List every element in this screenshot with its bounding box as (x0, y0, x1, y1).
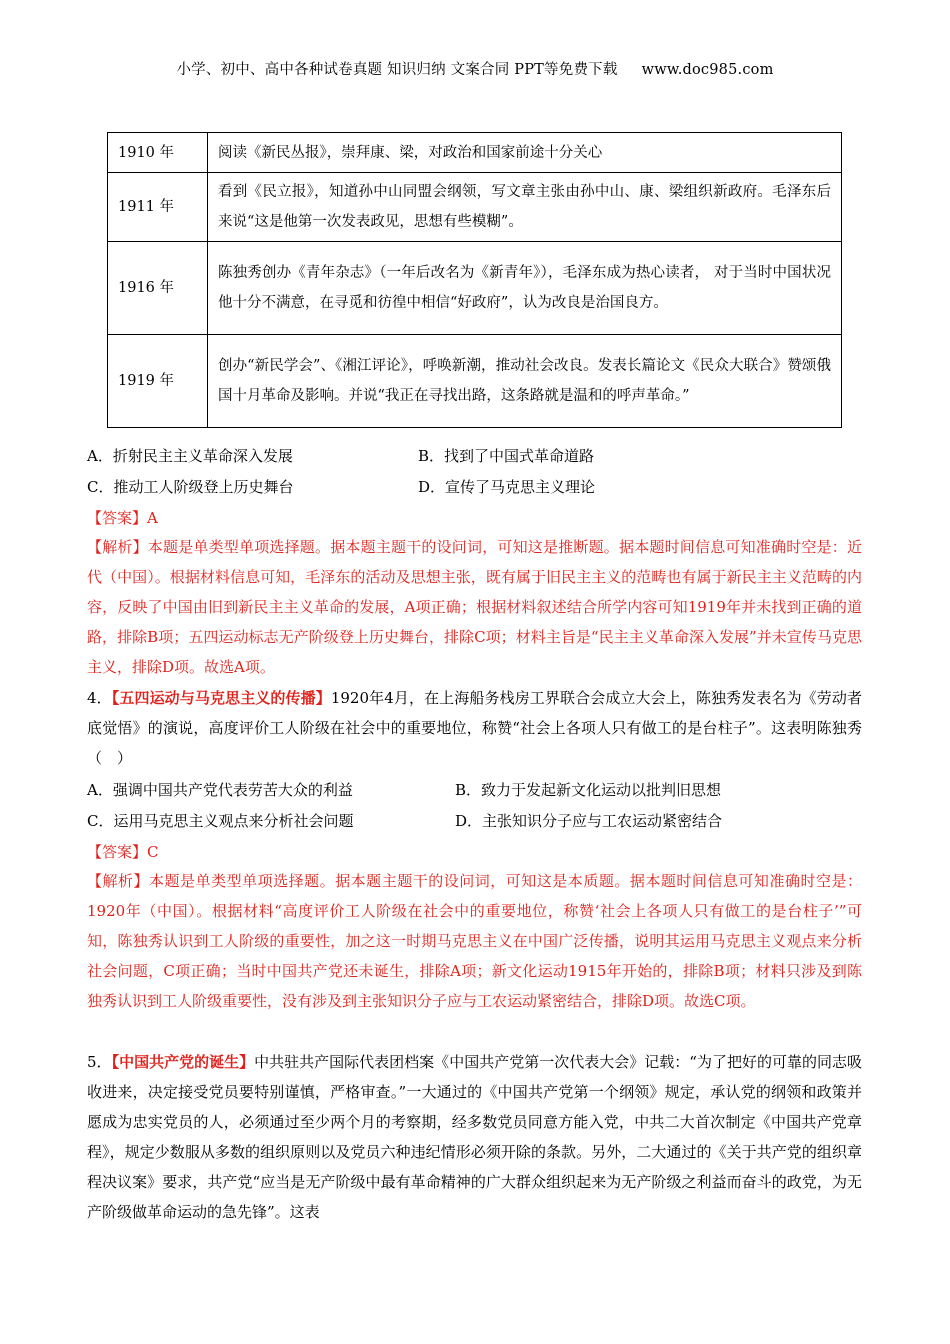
q3-answer: 【答案】A (87, 509, 158, 527)
q4-option-c: C．运用马克思主义观点来分析社会问题 (87, 812, 354, 830)
q5-number: 5． (87, 1053, 112, 1071)
year-cell: 1911 年 (108, 173, 208, 242)
event-cell: 陈独秀创办《青年杂志》（一年后改名为《新青年》），毛泽东成为热心读者， 对于当时中国状况他十分不满意，在寻觅和彷徨中相信“好政府”，认为改良是治国良方。 (208, 242, 842, 335)
q5-stem (87, 1047, 862, 1227)
q3-analysis: 【解析】本题是单类型单项选择题。据本题主题干的设问词，可知这是推断题。据本题时间信息可知准确时空是：近代（中国）。根据材料信息可知，毛泽东的活动及思想主张，既有属于旧民主主义的范畴也有属于新民主主义范畴的内容，反映了中国由旧到新民主主义革命的发展，A项正确；根据材料叙述结合所学内容可知1919年并未找到正确的道路，排除B项；五四运动标志无产阶级登上历史舞台，排除C项；材料主旨是“民主主义革命深入发展”并未宣传马克思主义，排除D项。故选A项。 (87, 538, 862, 676)
event-cell: 阅读《新民丛报》，崇拜康、梁，对政治和国家前途十分关心 (208, 133, 842, 173)
timeline-table (107, 132, 842, 428)
header-text: 小学、初中、高中各种试卷真题 知识归纳 文案合同 PPT等免费下载 (176, 62, 618, 78)
q4-analysis: 【解析】本题是单类型单项选择题。据本题主题干的设问词，可知这是本质题。据本题时间信息可知准确时空是：1920年（中国）。根据材料“高度评价工人阶级在社会中的重要地位，称赞‘社会上各项人只有做工的是台柱子’”可知，陈独秀认识到工人阶级的重要性，加之这一时期马克思主义在中国广泛传播，说明其运用马克思主义观点来分析社会问题，C项正确；当时中国共产党还未诞生，排除A项；新文化运动1915年开始的，排除B项；材料只涉及到陈独秀认识到工人阶级重要性，没有涉及到主张知识分子应与工农运动紧密结合，排除D项。故选C项。 (87, 872, 862, 1010)
year-cell: 1916 年 (108, 242, 208, 335)
q3-option-c: C．推动工人阶级登上历史舞台 (87, 478, 294, 496)
q5-stem-text: 中共驻共产国际代表团档案《中国共产党第一次代表大会》记载：“为了把好的可靠的同志吸收进来，决定接受党员要特别谨慎，严格审查。”一大通过的《中国共产党第一个纲领》规定，承认党的纲领和政策并愿成为忠实党员的人，必须通过至少两个月的考察期，经多数党员同意方能入党，中共二大首次制定《中国共产党章程》，规定少数服从多数的组织原则以及党员六种违纪情形必须开除的条款。另外，二大通过的《关于共产党的组织章程决议案》要求，共产党“应当是无产阶级中最有革命精神的广大群众组织起来为无产阶级之利益而奋斗的政党，为无产阶级做革命运动的急先锋”。这表 (87, 1053, 862, 1221)
event-cell: 创办“新民学会”、《湘江评论》，呼唤新潮，推动社会改良。发表长篇论文《民众大联合》赞颂俄国十月革命及影响。并说“我正在寻找出路，这条路就是温和的呼声革命。” (208, 335, 842, 428)
q4-option-d: D．主张知识分子应与工农运动紧密结合 (455, 812, 723, 830)
q3-option-a: A．折射民主主义革命深入发展 (87, 447, 293, 465)
q4-option-a: A．强调中国共产党代表劳苦大众的利益 (87, 781, 353, 799)
table-row (108, 242, 842, 335)
year-cell: 1919 年 (108, 335, 208, 428)
table-row (108, 173, 842, 242)
event-cell: 看到《民立报》，知道孙中山同盟会纲领，写文章主张由孙中山、康、梁组织新政府。毛泽东后来说“这是他第一次发表政见，思想有些模糊”。 (208, 173, 842, 242)
q4-stem (87, 683, 862, 773)
q4-answer: 【答案】C (87, 843, 159, 861)
table-row (108, 133, 842, 173)
q4-stem-text: 1920年4月，在上海船务栈房工界联合会成立大会上，陈独秀发表名为《劳动者底觉悟》的演说，高度评价工人阶级在社会中的重要地位，称赞“社会上各项人只有做工的是台柱子”。这表明陈独秀（ ） (87, 689, 862, 767)
q4-topic-tag: 【五四运动与马克思主义的传播】 (111, 689, 331, 707)
q3-option-b: B．找到了中国式革命道路 (418, 447, 595, 465)
page-header (0, 58, 950, 79)
q5-topic-tag: 【中国共产党的诞生】 (111, 1053, 255, 1071)
year-cell: 1910 年 (108, 133, 208, 173)
table-row (108, 335, 842, 428)
q4-number: 4． (87, 689, 112, 707)
q4-option-b: B．致力于发起新文化运动以批判旧思想 (455, 781, 722, 799)
q3-option-d: D．宣传了马克思主义理论 (418, 478, 596, 496)
header-site: www.doc985.com (641, 62, 774, 78)
